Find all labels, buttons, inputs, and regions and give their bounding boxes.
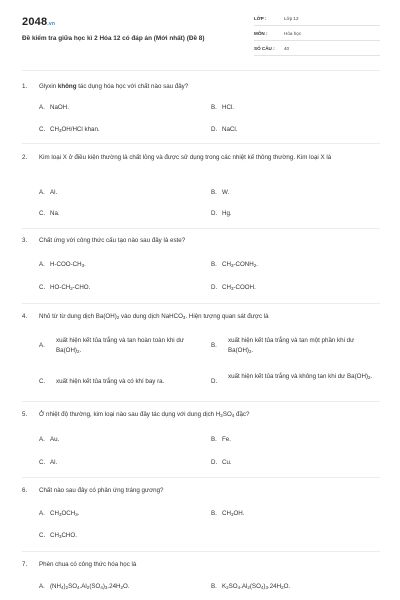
question-text: Kim loại X ở điều kiện thường là chất lỏng và được sử dụng trong các nhiệt kế thông thường. Kim loại X là <box>39 154 332 161</box>
divider <box>22 401 380 402</box>
meta-count <box>254 44 380 56</box>
meta-count-key: SỐ CÂU : <box>254 46 275 51</box>
question-text: Nhỏ từ từ dung dịch $Ba(OH)_2$ vào dung dịch NaHCO$_3$. Hiện tượng quan sát được là <box>39 313 269 320</box>
question-text: Phèn chua có công thức hóa học là <box>39 561 137 568</box>
divider <box>22 477 380 478</box>
divider <box>22 70 380 71</box>
meta-class-key: LỚP : <box>254 16 267 21</box>
meta-subject-key: MÔN : <box>254 31 268 36</box>
exam-page: 2048.vn Đề kiểm tra giữa học kì 2 Hóa 12 có đáp án (Mới nhất) (Đề 8) LỚP : Lớp 12 MÔN : Hóa học SỐ CÂU : 40 1. Glyxin không tác dụng hóa học với chất nào sau đây? A. NaOH. B. HCl. C. $CH_3OH$/HCl khan. D. NaCl. 2. Kim loại X ở điều kiện thường là chất lỏng và được sử dụng trong các nhiệt kế thông thường. Kim loại X là A. Al. B. W. C. Na. D. Hg. 3. Chất ứng với công thức cấu tạo nào sau đây là este? A. $H-COO-CH_3$. B. $CH_3-CONH_2$. C. $HO-CH_2$-CHO. D. $CH_3$-COOH. 4. Nhỏ từ từ dung dịch $Ba(OH)_2$ vào dung dịch NaHCO$_3$. Hiện tượng quan sát được là A. xuất hiện kết tủa trắng và tan hoàn toàn khi dư $Ba(OH)_2$. B. xuất hiện kết tủa trắng và tan một phần khi dư $Ba(OH)_2$. C. xuất hiện kết tủa trắng và có khí bay ra. D. xuất hiện kết tủa trắng và không tan khi dư $Ba(OH)_2$. 5. Ở nhiệt độ thường, kim loại nào sau đây tác dụng với dung dịch $H_2SO_4$ đặc? A. Au. B. Fe. C. Al. D. Cu. 6. Chất nào sau đây có phản ứng tráng gương? A. $CH_3OCH_3$. B. $CH_3OH$. C. $CH_3CHO$. 7. Phèn chua có công thức hóa học là A. $(NH_4)_2SO_4.Al_2(SO_4)_3.24H_2O$. B. $K_2SO_4.Al_2(SO_4)_3.24H_2O$. <box>0 0 400 600</box>
divider <box>22 143 380 144</box>
question-text: Chất nào sau đây có phản ứng tráng gương? <box>39 487 164 494</box>
question-text: Glyxin không tác dụng hóa học với chất nào sau đây? <box>39 83 189 90</box>
meta-count-value: 40 <box>284 46 290 51</box>
meta-subject <box>254 29 380 41</box>
divider <box>22 228 380 229</box>
option-text-chem: $CH_3OH$/HCl khan. <box>50 126 100 133</box>
question-text: Ở nhiệt độ thường, kim loại nào sau đây tác dụng với dung dịch $H_2SO_4$ đặc? <box>39 411 250 418</box>
page-title: Đề kiểm tra giữa học kì 2 Hóa 12 có đáp án (Mới nhất) (Đề 8) <box>22 35 205 42</box>
meta-class-value: Lớp 12 <box>284 16 299 21</box>
divider <box>22 303 380 304</box>
question-number: 1. <box>22 83 28 90</box>
meta-class <box>254 14 380 26</box>
site-logo[interactable]: 2048.vn <box>22 16 56 28</box>
meta-subject-value: Hóa học <box>284 31 302 36</box>
question-text: Chất ứng với công thức cấu tạo nào sau đây là este? <box>39 237 186 244</box>
divider <box>22 551 380 552</box>
